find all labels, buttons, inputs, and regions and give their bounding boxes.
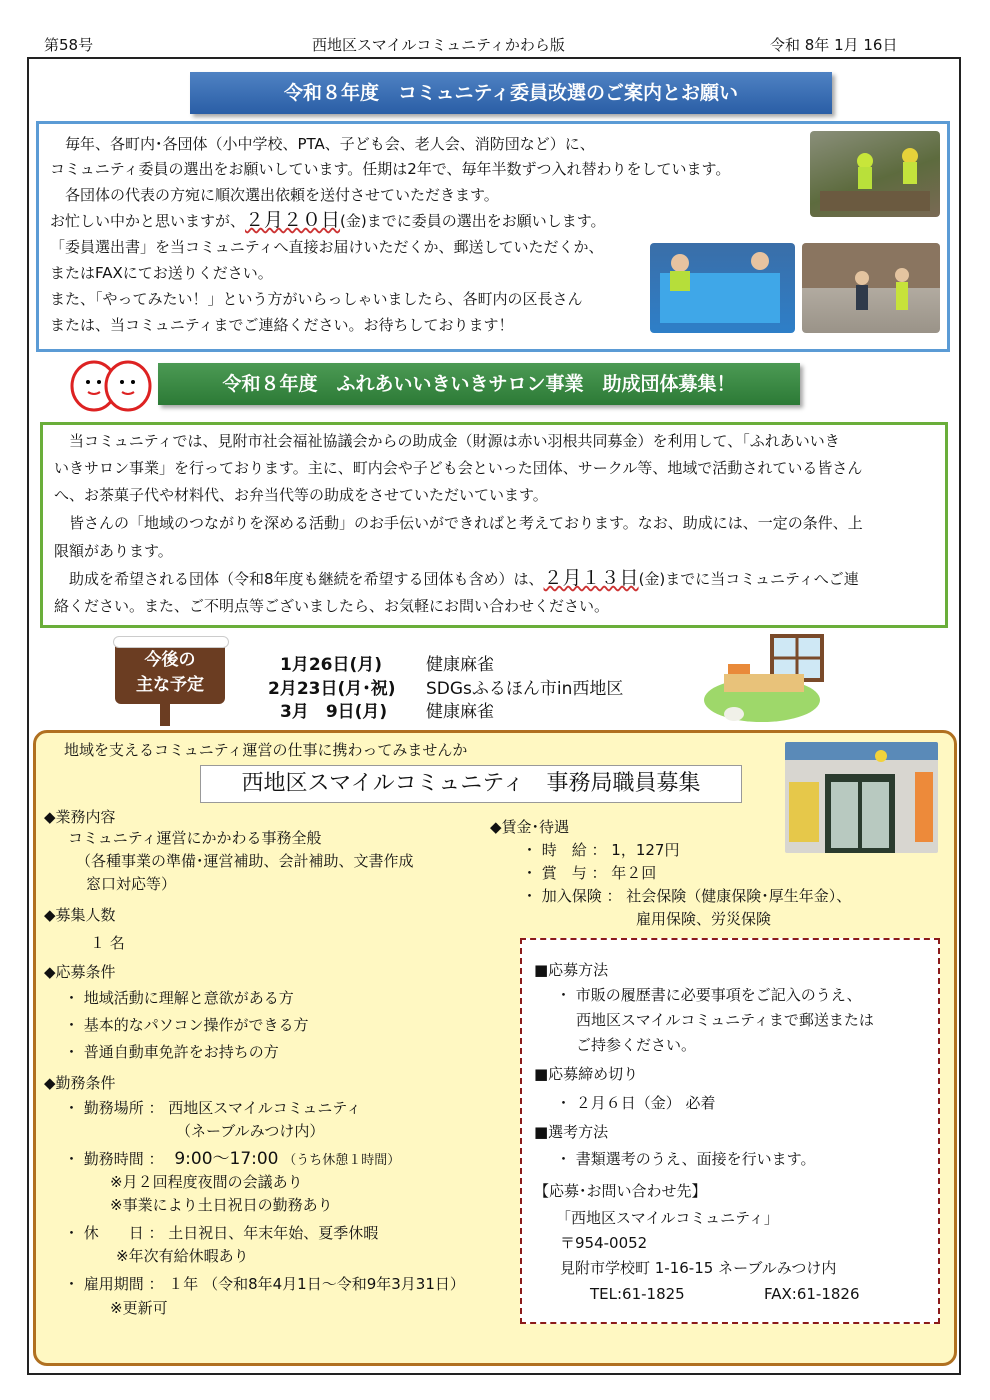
schedule-event-2: SDGsふるほん市in西地区 [426,679,624,699]
duties-line-1: コミュニティ運営にかかわる事務全般 [68,829,322,847]
schedule-label-1: 今後の [144,650,196,670]
wage-item-2: ・ 賞 与 ： 年２回 [522,864,657,882]
cond-item-1: ・ 地域活動に理解と意欲がある方 [64,989,294,1007]
work-holidays: ・ 休 日 ： 土日祝日、年末年始、夏季休暇 [64,1224,379,1242]
s1-line-8: または、当コミュニティまでご連絡ください。お待ちしております！ [50,316,514,334]
photo-flower-planting [810,131,940,217]
select-heading: ■選考方法 [534,1123,609,1141]
apply-line-3: ご持参ください。 [576,1036,697,1054]
schedule-date-3: 3月 9日(月) [280,702,388,722]
work-hours-value: 9:00～17:00 [174,1149,279,1169]
photo-cleanup-activity [802,243,940,333]
contact-tel: TEL:61-1825 [590,1285,685,1303]
s2-line-6-pre: 助成を希望される団体（令和8年度も継続を希望する団体も含め）は、 [54,570,544,588]
work-place-sub: （ネーブルみつけ内） [176,1122,325,1140]
work-hours [64,1149,400,1171]
wage-item-1: ・ 時 給 ： 1，127円 [522,841,680,859]
work-note-3: ※年次有給休暇あり [116,1247,249,1265]
duties-line-3: 窓口対応等） [86,875,177,893]
s2-line-6 [54,565,859,592]
apply-line-1: ・ 市販の履歴書に必要事項をご記入のうえ、 [556,986,862,1004]
apply-line-2: 西地区スマイルコミュニティまで郵送または [576,1011,874,1029]
schedule-date-1: 1月26日(月) [280,655,383,675]
s1-deadline-post: までに委員の選出をお願いします。 [366,212,606,230]
contact-heading: 【応募･お問い合わせ先】 [534,1182,707,1200]
work-note-1: ※月２回程度夜間の会議あり [110,1173,303,1191]
close-heading: ■応募締め切り [534,1065,639,1083]
kotatsu-illustration [700,634,840,726]
s2-line-7: 絡ください。また、ご不明点等ございましたら、お気軽にお問い合わせください。 [54,597,610,615]
photo-office-entrance [785,742,938,853]
section1-title: 令和８年度 コミュニティ委員改選のご案内とお願い [190,72,832,114]
work-heading: ◆勤務条件 [44,1074,116,1092]
s1-line-5: 「委員選出書」を当コミュニティへ直接お届けいただくか、郵送していただくか、 [50,238,604,256]
count-heading: ◆募集人数 [44,906,116,924]
s2-line-3: へ、お茶菓子代や材料代、お弁当代等の助成をさせていただいています。 [54,486,548,504]
s1-deadline: ２月２０日 [245,209,341,231]
cond-item-2: ・ 基本的なパソコン操作ができる方 [64,1016,309,1034]
section2-title: 令和８年度 ふれあいいきいきサロン事業 助成団体募集！ [158,363,800,405]
duties-line-2: （各種事業の準備･運営補助、会計補助、文書作成 [76,852,414,870]
s2-line-2: いきサロン事業」を行っております。主に、町内会や子ども会といった団体、サークル等、地域で活動されている皆さん [54,459,863,477]
s1-line-2: コミュニティ委員の選出をお願いしています。任期は2年で、毎年半数ずつ入れ替わりをしています。 [50,160,731,178]
contact-org: 「西地区スマイルコミュニティ」 [556,1209,779,1227]
wage-item-3: ・ 加入保険 ： 社会保険（健康保険･厚生年金）、 [522,887,852,905]
s2-line-4: 皆さんの「地域のつながりを深める活動」のお手伝いができればと考えております。なお、助成には、一定の条件、上 [54,514,863,532]
schedule-date-2: 2月23日(月･祝) [268,679,396,699]
cond-item-3: ・ 普通自動車免許をお持ちの方 [64,1043,279,1061]
s2-line-5: 限額があります。 [54,542,173,560]
s2-deadline-day: (金) [638,570,666,588]
s1-deadline-day: (金) [340,212,367,230]
schedule-event-1: 健康麻雀 [426,655,494,675]
work-period: ・ 雇用期間 ： １年 （令和8年4月1日～令和9年3月31日） [64,1275,465,1293]
s1-line-7: また、「やってみたい！」という方がいらっしゃいましたら、各町内の区長さん [50,290,583,308]
s1-line-3: 各団体の代表の方宛に順次選出依頼を送付させていただきます。 [50,186,499,204]
apply-heading: ■応募方法 [534,961,609,979]
close-value: ・ ２月６日（金） 必着 [556,1094,716,1112]
work-note-4: ※更新可 [110,1299,168,1317]
wage-item-4: 雇用保険、労災保険 [636,910,772,928]
work-note-2: ※事業により土日祝日の勤務あり [110,1196,333,1214]
issue-number: 第58号 [44,36,94,54]
mascot-illustration [66,356,156,414]
contact-postal: 〒954-0052 [560,1234,648,1252]
schedule-sign [115,640,225,704]
contact-address: 見附市学校町 1-16-15 ネーブルみつけ内 [560,1259,837,1277]
newsletter-title: 西地区スマイルコミュニティかわら版 [312,36,565,54]
work-hours-label: ・ 勤務時間 ： [64,1150,164,1168]
s1-line-4-text: お忙しい中かと思いますが、 [50,212,246,230]
s1-line-4 [50,209,606,233]
select-value: ・ 書類選考のうえ、面接を行います。 [556,1150,816,1168]
s2-line-1: 当コミュニティでは、見附市社会福祉協議会からの助成金（財源は赤い羽根共同募金）を利用して、「ふれあいいき [54,432,840,450]
recruit-title: 西地区スマイルコミュニティ 事務局職員募集 [200,765,742,803]
work-place: ・ 勤務場所 ： 西地区スマイルコミュニティ [64,1099,362,1117]
work-hours-break: （うち休憩１時間） [283,1153,401,1168]
sign-snow [113,636,229,648]
s2-deadline: ２月１３日 [543,567,639,589]
recruit-lead: 地域を支えるコミュニティ運営の仕事に携わってみませんか [64,741,468,759]
schedule-event-3: 健康麻雀 [426,702,494,722]
issue-date: 令和 8年 1月 16日 [770,36,898,54]
s1-line-6: またはFAXにてお送りください。 [50,264,273,282]
duties-heading: ◆業務内容 [44,808,116,826]
schedule-label-2: 主な予定 [136,675,204,695]
cond-heading: ◆応募条件 [44,963,116,981]
s2-line-6-post: までに当コミュニティへご連 [665,570,859,588]
s1-line-1: 毎年、各町内･各団体（小中学校、PTA、子ども会、老人会、消防団など）に、 [50,135,595,153]
wage-heading: ◆賃金･待遇 [490,818,570,836]
contact-fax: FAX:61-1826 [764,1285,860,1303]
count-value: １ 名 [90,934,125,952]
photo-children-activity [650,243,795,333]
